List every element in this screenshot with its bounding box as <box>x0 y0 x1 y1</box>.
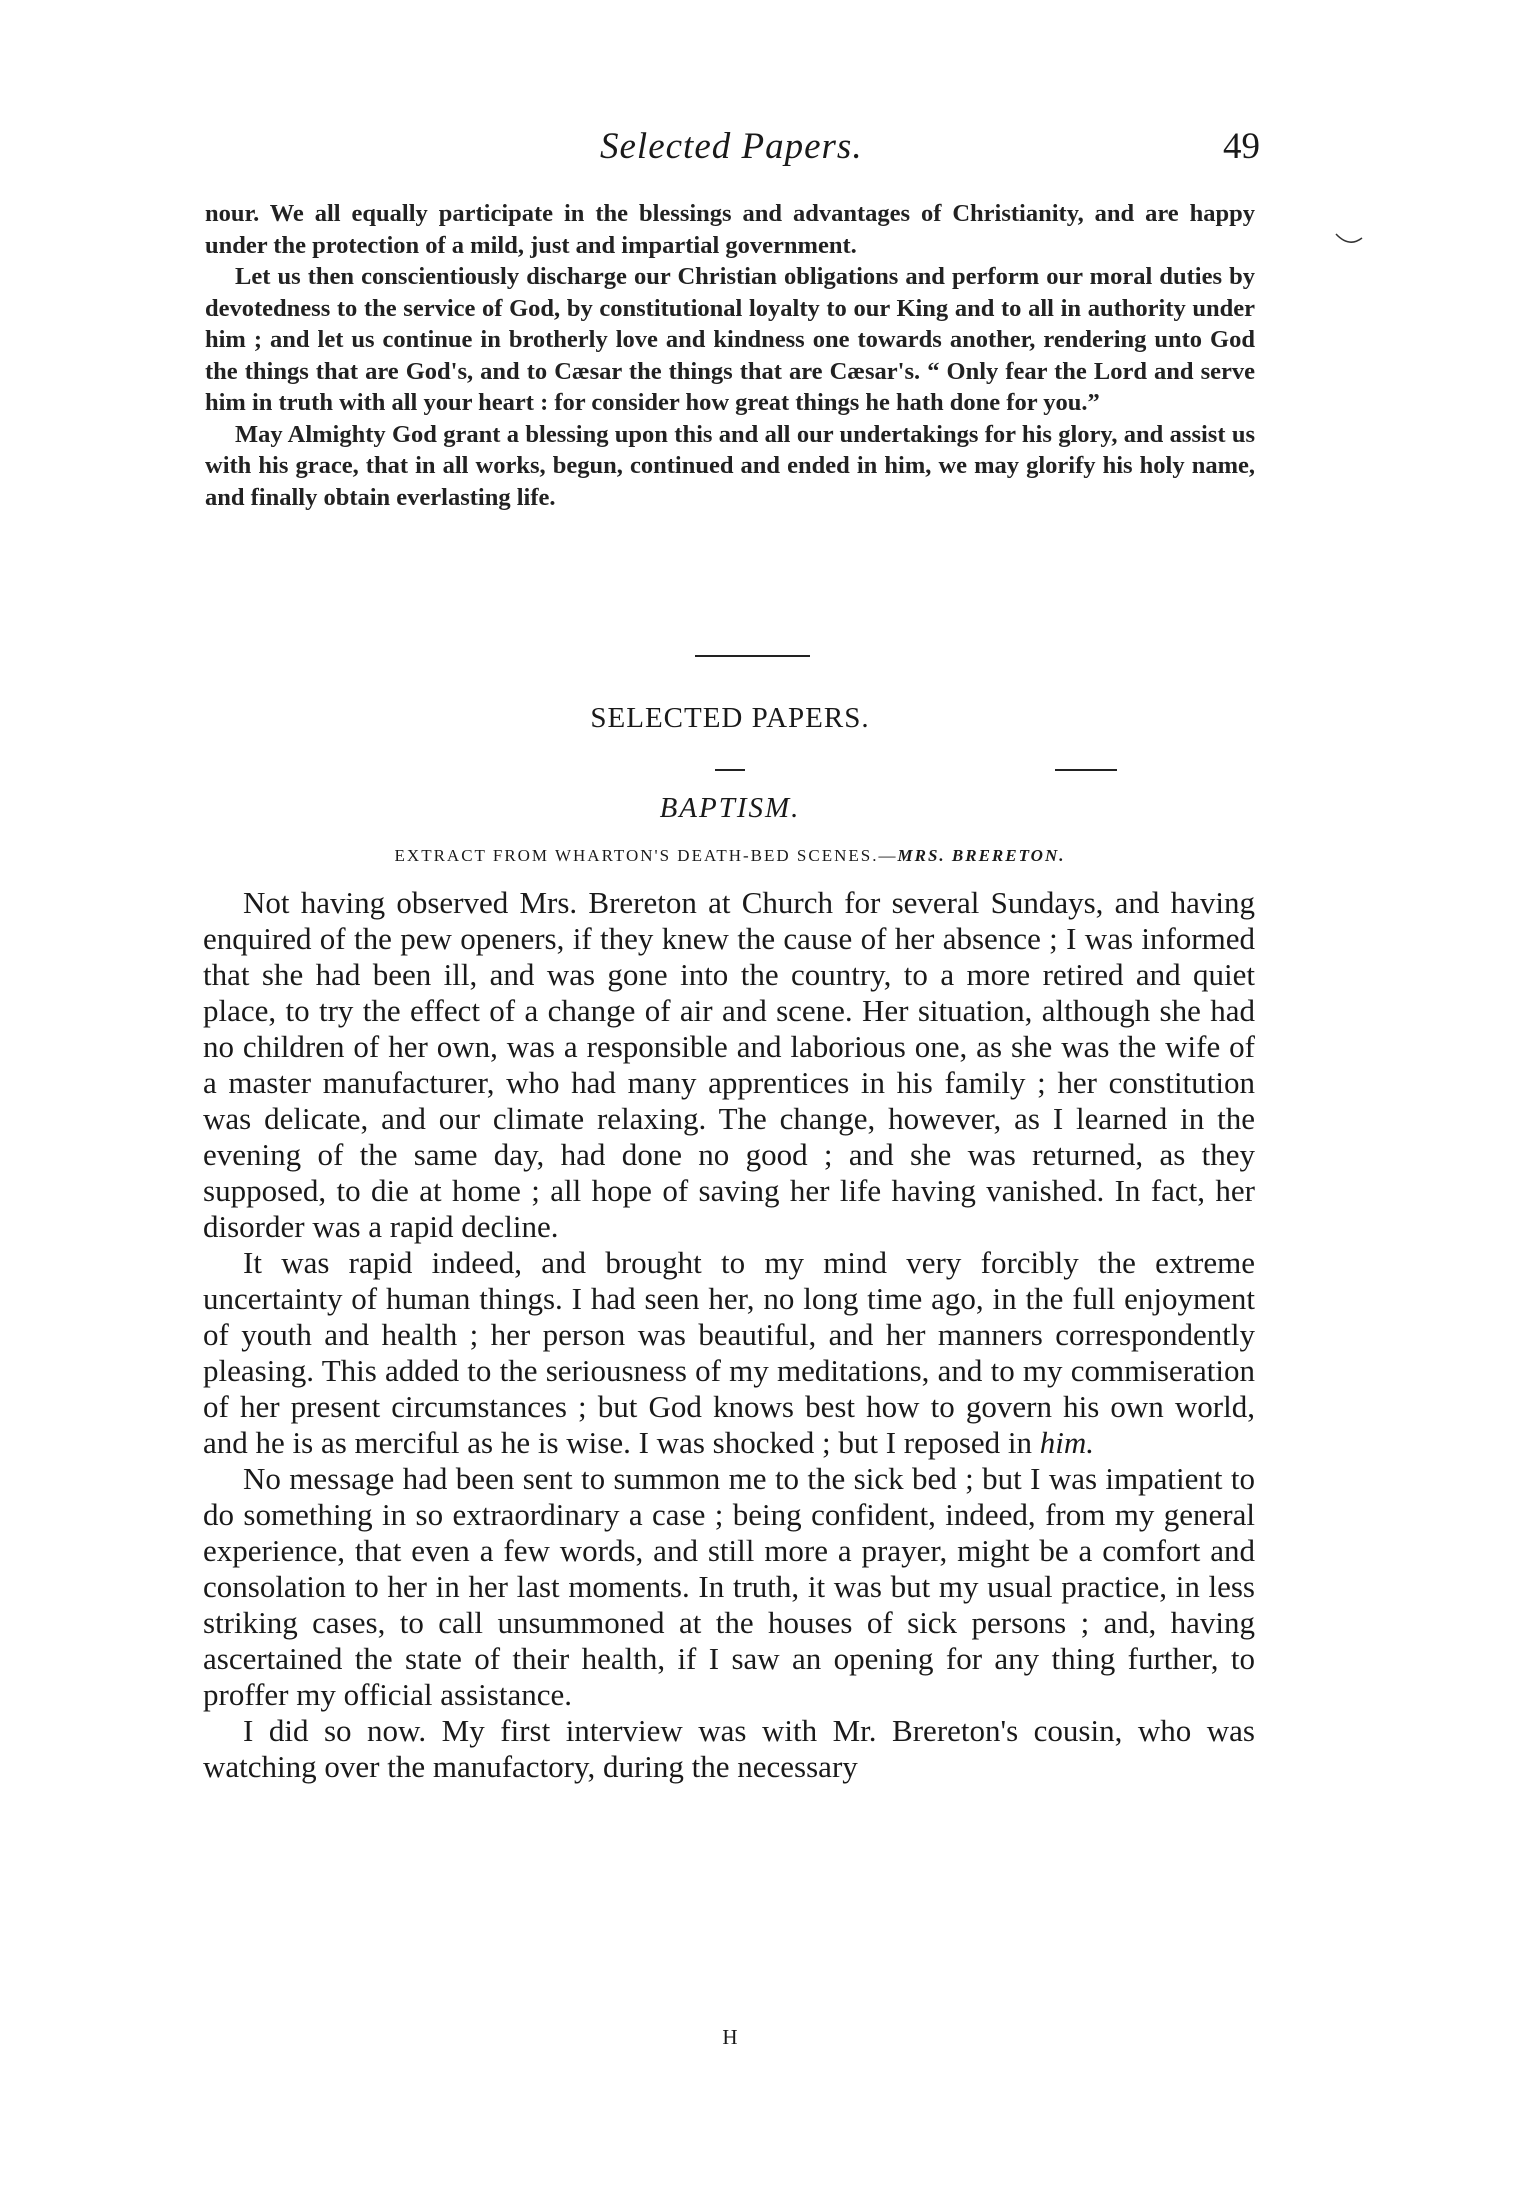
body-paragraph-2-emphasis: him. <box>1039 1425 1095 1460</box>
source-prefix: EXTRACT FROM WHARTON'S DEATH-BED SCENES.— <box>394 846 898 865</box>
prev-paragraph-3: May Almighty God grant a blessing upon this and all our undertakings for his glory, and assist us with his grace, that in all works, begun, continued and ended in him, we may glorify his holy name, and finally obtain everlasting life. <box>205 420 1255 511</box>
section-divider-rule <box>695 655 810 657</box>
page-number: 49 <box>1223 126 1260 167</box>
signature-mark: H <box>722 2025 738 2049</box>
prev-paragraph-1: nour. We all equally participate in the blessings and advantages of Christianity, and are happy under the protection of a mild, just and impartial government. <box>205 200 1255 259</box>
body-paragraph-1: Not having observed Mrs. Brereton at Church for several Sundays, and having enquired of the pew openers, if they knew the cause of her absence ; I was informed that she had been ill, and was gone into the country, to a more retired and quiet place, to try the effect of a change of air and scene. Her situation, although she had no children of her own, was a responsible and laborious one, as she was the wife of a master manufacturer, who had many apprentices in his family ; her constitution was delicate, and our climate relaxing. The change, however, as I learned in the evening of the same day, had done no good ; and she was returned, as they supposed, to die at home ; all hope of saving her life having vanished. In fact, her disorder was a rapid decline. <box>203 885 1255 1244</box>
heading-short-rule-right <box>1055 769 1117 771</box>
body-paragraph-2 <box>203 1245 1255 1461</box>
body-paragraph-3: No message had been sent to summon me to the sick bed ; but I was impatient to do something in so extraordinary a case ; being confident, indeed, from my general experience, that even a few words, and still more a prayer, might be a comfort and consolation to her in her last moments. In truth, it was but my usual practice, in less striking cases, to call unsummoned at the houses of sick persons ; and, having ascertained the state of their health, if I saw an opening for any thing further, to proffer my official assistance. <box>203 1461 1255 1712</box>
prev-paragraph-2: Let us then conscientiously discharge our Christian obligations and perform our moral duties by devotedness to the service of God, by constitutional loyalty to our King and to all in authority under him ; and let us continue in brotherly love and kindness one towards another, rendering unto God the things that are God's, and to Cæsar the things that are Cæsar's. “ Only fear the Lord and serve him in truth with all your heart : for consider how great things he hath done for you.” <box>205 263 1255 416</box>
margin-pencil-mark <box>1335 232 1363 246</box>
section-heading: SELECTED PAPERS. <box>590 702 870 734</box>
heading-short-rule-left <box>715 769 745 771</box>
source-author: MRS. BRERETON. <box>897 846 1066 865</box>
article-title: BAPTISM. <box>659 792 801 824</box>
running-title: Selected Papers. <box>600 126 863 167</box>
body-paragraph-2-text: It was rapid indeed, and brought to my mind very forcibly the extreme uncertainty of human things. I had seen her, no long time ago, in the full enjoyment of youth and health ; her person was beautiful, and her manners correspondently pleasing. This added to the seriousness of my meditations, and to my commiseration of her present circumstances ; but God knows best how to govern his own world, and he is as merciful as he is wise. I was shocked ; but I reposed in <box>203 1245 1255 1460</box>
running-head <box>200 125 1260 175</box>
body-paragraph-4: I did so now. My first interview was with Mr. Brereton's cousin, who was watching over the manufactory, during the necessary <box>203 1713 1255 1784</box>
previous-article-ending <box>205 198 1255 513</box>
article-body <box>203 885 1255 1785</box>
source-line <box>200 846 1260 866</box>
